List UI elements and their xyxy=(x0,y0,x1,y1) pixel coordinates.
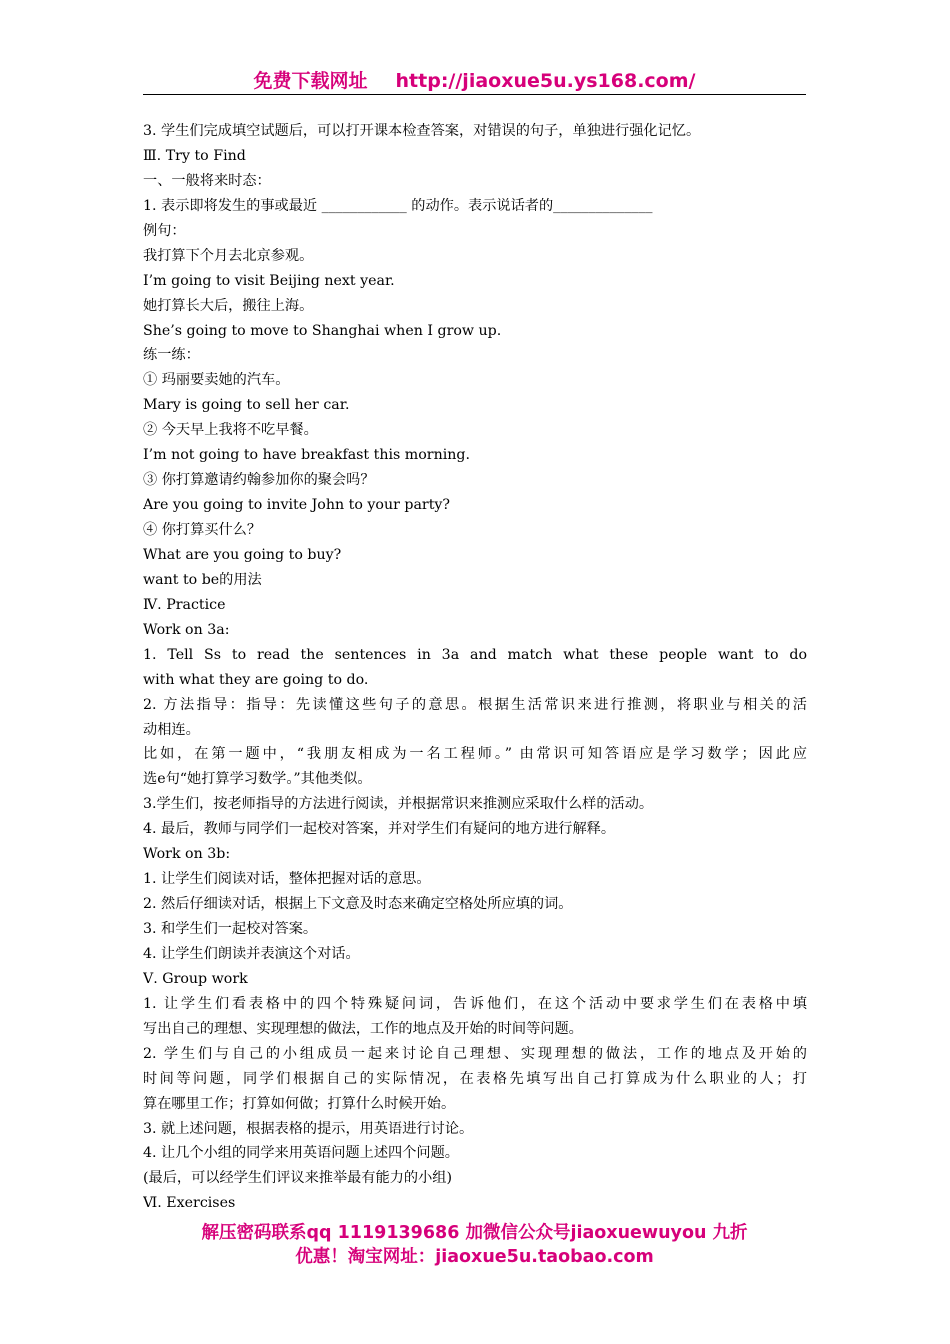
text-line: 4. 让学生们朗读并表演这个对话。 xyxy=(143,945,360,962)
text-line: 时间等问题，同学们根据自己的实际情况，在表格先填写出自己打算成为什么职业的人；打 xyxy=(143,1070,807,1087)
header-label: 免费下载网址 xyxy=(253,70,368,92)
text-line: I’m going to visit Beijing next year. xyxy=(143,272,395,289)
footer-contact-line: 解压密码联系qq 1119139686 加微信公众号jiaoxuewuyou 九折 xyxy=(201,1223,748,1243)
text-line: 4. 最后，教师与同学们一起校对答案，并对学生们有疑问的地方进行解释。 xyxy=(143,821,616,838)
text-line: Mary is going to sell her car. xyxy=(143,397,350,414)
text-line: 1. 让学生们阅读对话，整体把握对话的意思。 xyxy=(143,871,431,888)
text-line: 选e句“她打算学习数学。”其他类似。 xyxy=(143,771,372,788)
text-line: want to be的用法 xyxy=(143,571,262,588)
text-line: 2. 方法指导：指导：先读懂这些句子的意思。根据生活常识来进行推测，将职业与相关的活 xyxy=(143,696,807,713)
text-line: (最后，可以经学生们评议来推举最有能力的小组) xyxy=(143,1170,453,1187)
text-line: 练一练： xyxy=(143,347,200,364)
text-line: 3. 学生们完成填空试题后，可以打开课本检查答案，对错误的句子，单独进行强化记忆。 xyxy=(143,123,701,139)
text-line: 1. Tell Ss to read the sentences in 3a and match what these people want to do xyxy=(143,646,807,663)
text-line: 3. 就上述问题，根据表格的提示，用英语进行讨论。 xyxy=(143,1120,474,1137)
footer-shop-line: 优惠！淘宝网址：jiaoxue5u.taobao.com xyxy=(295,1247,654,1267)
text-line: 4. 让几个小组的同学来用英语问题上述四个问题。 xyxy=(143,1145,459,1162)
header-divider xyxy=(143,94,806,95)
text-line: 动相连。 xyxy=(143,721,200,738)
text-line: She’s going to move to Shanghai when I grow up. xyxy=(143,322,502,339)
section-heading: Ⅵ. Exercises xyxy=(143,1195,236,1212)
text-line: I’m not going to have breakfast this morning. xyxy=(143,447,470,464)
text-line: with what they are going to do. xyxy=(143,671,369,688)
text-line: 比如，在第一题中，“我朋友相成为一名工程师。” 由常识可知答语应是学习数学；因此应 xyxy=(143,746,807,763)
text-line: ② 今天早上我将不吃早餐。 xyxy=(143,422,318,439)
text-line: Work on 3b: xyxy=(143,846,231,863)
text-line: 我打算下个月去北京参观。 xyxy=(143,247,314,264)
section-heading: Ⅲ. Try to Find xyxy=(143,147,246,164)
section-heading: Ⅳ. Practice xyxy=(143,596,226,613)
text-line: 算在哪里工作；打算如何做；打算什么时候开始。 xyxy=(143,1095,456,1112)
text-line: 例句： xyxy=(143,222,186,239)
text-line: 一、一般将来时态： xyxy=(143,172,271,189)
text-line: 2. 学生们与自己的小组成员一起来讨论自己理想、实现理想的做法，工作的地点及开始的 xyxy=(143,1045,807,1062)
document-body xyxy=(143,119,807,1216)
text-line: ④ 你打算买什么？ xyxy=(143,522,262,538)
text-line: 3.学生们，按老师指导的方法进行阅读，并根据常识来推测应采取什么样的活动。 xyxy=(143,796,654,813)
text-line: Work on 3a: xyxy=(143,621,230,638)
text-line: Are you going to invite John to your party? xyxy=(143,497,451,514)
text-line: 2. 然后仔细读对话，根据上下文意及时态来确定空格处所应填的词。 xyxy=(143,896,573,913)
text-line: ① 玛丽要卖她的汽车。 xyxy=(143,372,290,389)
header-url-link[interactable]: http://jiaoxue5u.ys168.com/ xyxy=(395,70,696,92)
text-line: 写出自己的理想、实现理想的做法，工作的地点及开始的时间等问题。 xyxy=(143,1020,583,1037)
text-line: 3. 和学生们一起校对答案。 xyxy=(143,921,318,937)
section-heading: Ⅴ. Group work xyxy=(143,970,248,987)
text-line: 1. 表示即将发生的事或最近 ____________ 的动作。表示说话者的______________ xyxy=(143,197,653,214)
text-line: What are you going to buy? xyxy=(143,546,342,563)
text-line: 1. 让学生们看表格中的四个特殊疑问词，告诉他们，在这个活动中要求学生们在表格中填 xyxy=(143,995,807,1012)
text-line: 她打算长大后，搬往上海。 xyxy=(143,297,314,314)
download-header xyxy=(143,66,806,93)
text-line: ③ 你打算邀请约翰参加你的聚会吗？ xyxy=(143,472,375,489)
